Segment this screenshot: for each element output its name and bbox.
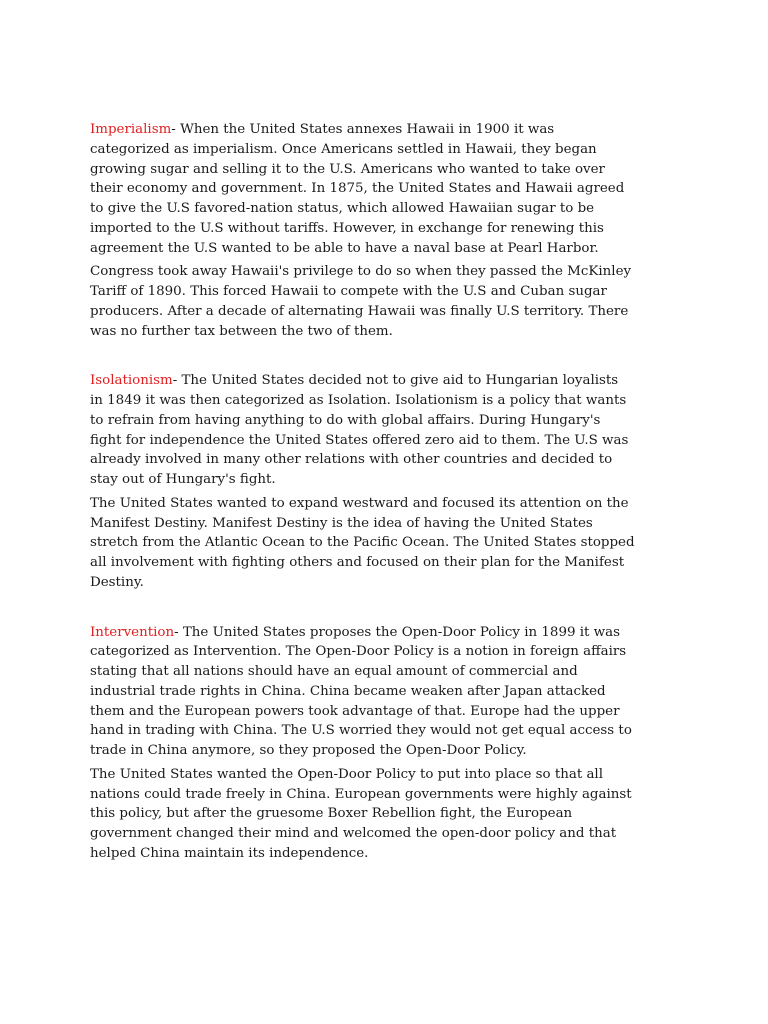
section-lead-paragraph (90, 623, 690, 761)
section-lead-text: - When the United States annexes Hawaii in 1900 it was categorized as imperialism. Once Americans settled in Hawaii, they began growing sugar and selling it to the U.S. Americans who wanted to take over their economy and government. In 1875, the United States and Hawaii agreed to give the U.S favored-nation status, which allowed Hawaiian sugar to be imported to the U.S without tariffs. However, in exchange for renewing this agreement the U.S wanted to be able to have a naval base at Pearl Harbor. (90, 122, 625, 256)
section-body-paragraph: Congress took away Hawaii's privilege to do so when they passed the McKinley Tariff of 1890. This forced Hawaii to compete with the U.S and Cuban sugar producers. After a decade of alternating Hawaii was finally U.S territory. There was no further tax between the two of them. (90, 264, 632, 339)
section-lead-paragraph (90, 371, 690, 490)
section-lead-text: - The United States proposes the Open-Door Policy in 1899 it was categorized as Intervention. The Open-Door Policy is a notion in foreign affairs stating that all nations should have an equal amount of commercial and industrial trade rights in China. China became weaken after Japan attacked them and the European powers took advantage of that. Europe had the upper hand in trading with China. The U.S worried they would not get equal access to trade in China anymore, so they proposed the Open-Door Policy. (90, 624, 632, 758)
section-lead-text: - The United States decided not to give aid to Hungarian loyalists in 1849 it was then categorized as Isolation. Isolationism is a policy that wants to refrain from having anything to do with global affairs. During Hungary's fight for independence the United States offered zero aid to them. The U.S was already involved in many other relations with other countries and decided to stay out of Hungary's fight. (90, 373, 629, 487)
section-body-paragraph: The United States wanted to expand westward and focused its attention on the Manifest Destiny. Manifest Destiny is the idea of having the United States stretch from the Atlantic Ocean to the Pacific Ocean. The United States stopped all involvement with fighting others and focused on their plan for the Manifest Destiny. (90, 495, 635, 590)
section-term: Isolationism (90, 373, 173, 389)
section-lead-paragraph (90, 120, 690, 258)
section-term: Intervention (90, 624, 175, 640)
section-isolationism (90, 371, 690, 592)
section-intervention (90, 623, 690, 864)
section-body-paragraph: The United States wanted the Open-Door Policy to put into place so that all nations could trade freely in China. European governments were highly against this policy, but after the gruesome Boxer Rebellion fight, the European government changed their mind and welcomed the open-door policy and that helped China maintain its independence. (90, 766, 632, 861)
section-term: Imperialism (90, 122, 172, 137)
document-page (90, 120, 690, 894)
section-imperialism (90, 120, 690, 341)
